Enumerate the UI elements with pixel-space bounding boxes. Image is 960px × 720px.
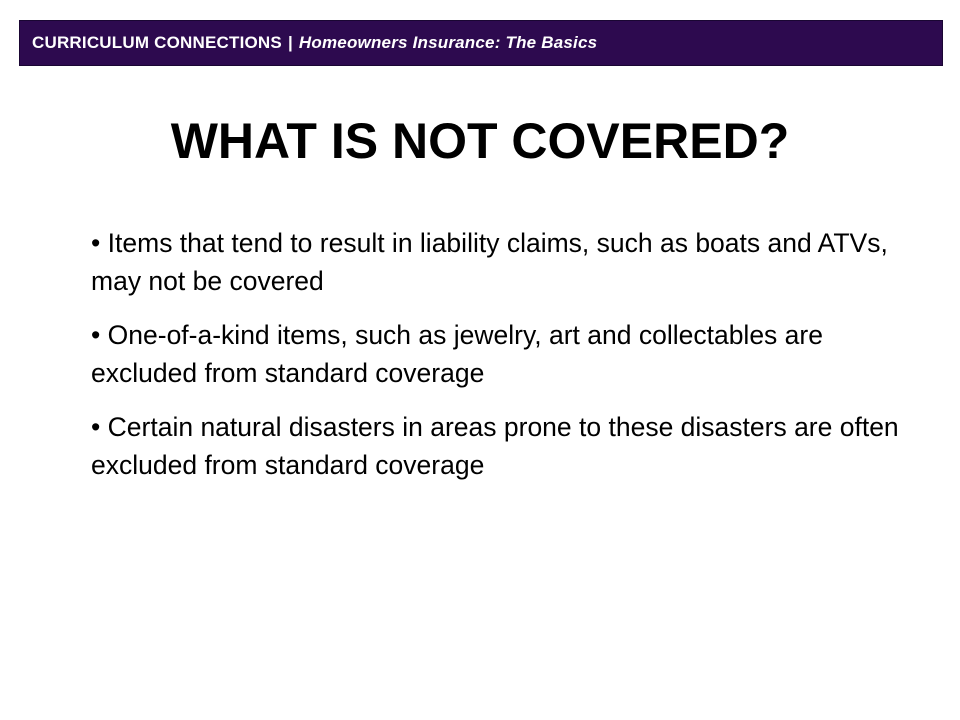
bullet-text: One-of-a-kind items, such as jewelry, art and collectables are excluded from standard coverage <box>91 320 823 388</box>
bullet-item <box>91 408 921 484</box>
bullet-glyph: • <box>91 412 101 442</box>
bullet-list <box>91 224 921 500</box>
header-separator: | <box>287 33 293 52</box>
header-section-label: CURRICULUM CONNECTIONS <box>32 33 282 52</box>
header-subtitle: Homeowners Insurance: The Basics <box>298 33 598 52</box>
bullet-item <box>91 224 921 300</box>
bullet-text: Certain natural disasters in areas prone to these disasters are often excluded from standard coverage <box>91 412 899 480</box>
header-banner <box>19 20 943 66</box>
bullet-item <box>91 316 921 392</box>
bullet-glyph: • <box>91 320 101 350</box>
slide-title: WHAT IS NOT COVERED? <box>170 113 790 169</box>
bullet-glyph: • <box>91 228 101 258</box>
bullet-text: Items that tend to result in liability claims, such as boats and ATVs, may not be covered <box>91 228 888 296</box>
